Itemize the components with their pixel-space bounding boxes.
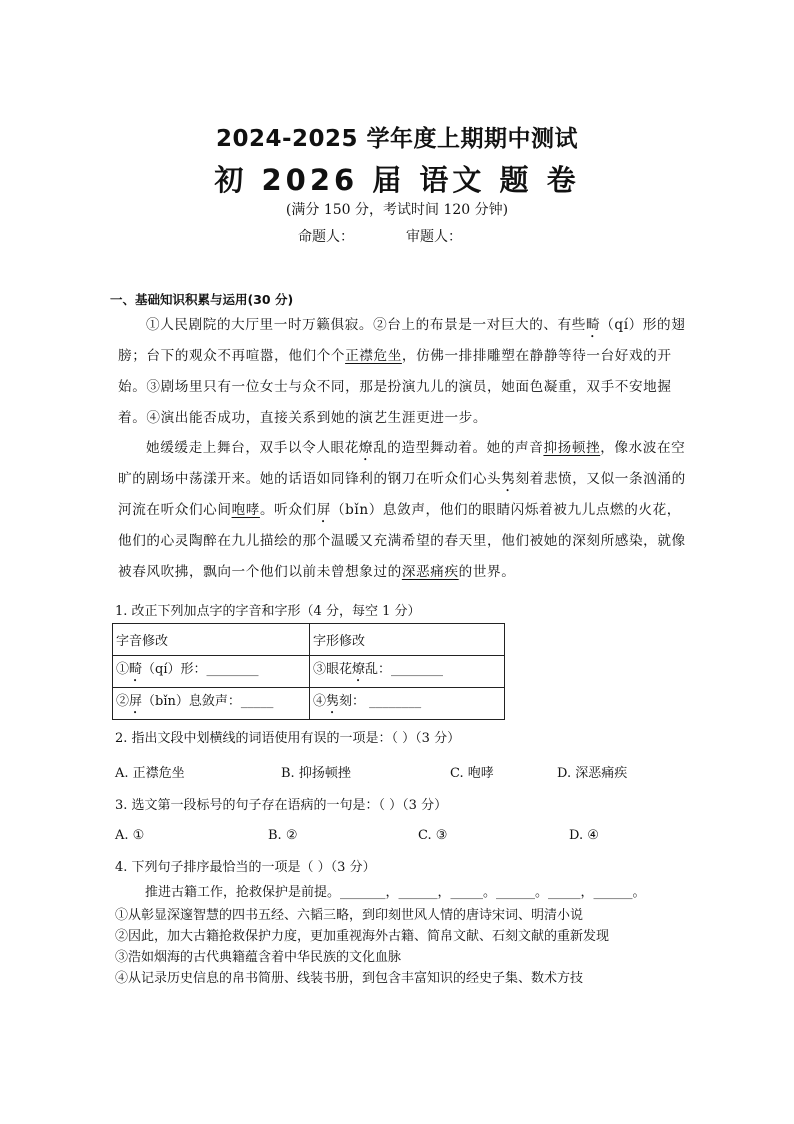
setter-label: 命题人： <box>298 229 354 245</box>
dotted-char: 屏 <box>316 502 331 518</box>
table-cell[interactable]: ①畸（qí）形：________ <box>113 656 310 688</box>
section-heading: 一、基础知识积累与运用(30 分) <box>110 292 294 307</box>
q3-option-d[interactable]: D. ④ <box>569 828 599 843</box>
passage-paragraph-1: ①人民剧院的大厅里一时万籁俱寂。②台上的布景是一对巨大的、有些畸（qí）形的翅膀；台下的观众不再喧嚣，他们个个正襟危坐，仿佛一排排雕塑在静静等待一台好戏的开始。③剧场里只有一位女士与众不同，那是扮演九儿的演员，她面色凝重，双手不安地握着。④演出能否成功，直接关系到她的演艺生涯更进一步。 <box>118 317 686 426</box>
reviewer-label: 审题人： <box>406 229 462 245</box>
dotted-char: 燎 <box>358 440 374 456</box>
table-cell[interactable]: ②屏（bǐn）息敛声：_____ <box>113 688 310 720</box>
list-item: ①从彰显深邃智慧的四书五经、六韬三略，到印刻世风人情的唐诗宋词、明清小说 <box>115 908 584 923</box>
setter-line <box>298 226 462 246</box>
dotted-char: 畸 <box>586 317 601 333</box>
exam-subtitle: (满分 150 分，考试时间 120 分钟) <box>285 202 509 218</box>
question-1-stem: 1. 改正下列加点字的字音和字形（4 分，每空 1 分） <box>115 604 421 619</box>
correction-table <box>112 623 505 720</box>
table-cell[interactable]: ④隽刻： ________ <box>310 688 505 720</box>
q3-option-b[interactable]: B. ② <box>268 828 298 843</box>
underlined-phrase: 抑扬顿挫 <box>543 440 601 456</box>
question-2-stem: 2. 指出文段中划横线的词语使用有误的一项是：（ ）（3 分） <box>115 731 461 746</box>
q2-option-c[interactable]: C. 咆哮 <box>450 766 494 781</box>
q3-option-a[interactable]: A. ① <box>115 828 145 843</box>
q3-option-c[interactable]: C. ③ <box>418 828 448 843</box>
underlined-phrase: 咆哮 <box>231 502 260 518</box>
exam-title-line2: 初 2026 届 语文 题 卷 <box>214 163 580 197</box>
list-item: ④从记录历史信息的帛书简册、线装书册，到包含丰富知识的经史子集、数术方技 <box>115 971 584 986</box>
q2-option-d[interactable]: D. 深恶痛疾 <box>557 766 628 781</box>
underlined-phrase: 正襟危坐 <box>345 348 402 364</box>
question-4-lead: 推进古籍工作，抢救保护是前提。_______，______，_____。______。_____，______。 <box>145 885 646 900</box>
table-header-pronunciation: 字音修改 <box>113 624 310 656</box>
passage-paragraph-2: 她缓缓走上舞台，双手以令人眼花燎乱的造型舞动着。她的声音抑扬顿挫，像水波在空旷的剧场中荡漾开来。她的话语如同锋利的钢刀在听众们心头隽刻着悲愤，又似一条汹涌的河流在听众们心间咆哮。听众们屏（bǐn）息敛声，他们的眼睛闪烁着被九儿点燃的火花，他们的心灵陶醉在九儿描绘的那个温暖又充满希望的春天里，他们被她的深刻所感染，就像被春风吹拂，飘向一个他们以前未曾想象过的深恶痛疾的世界。 <box>118 440 686 580</box>
question-4-stem: 4. 下列句子排序最恰当的一项是（ ）（3 分） <box>115 860 376 875</box>
table-cell[interactable]: ③眼花燎乱：________ <box>310 656 505 688</box>
table-header-form: 字形修改 <box>310 624 505 656</box>
list-item: ②因此，加大古籍抢救保护力度，更加重视海外古籍、简帛文献、石刻文献的重新发现 <box>115 929 610 944</box>
question-3-stem: 3. 选文第一段标号的句子存在语病的一句是：（ ）（3 分） <box>115 798 448 813</box>
list-item: ③浩如烟海的古代典籍蕴含着中华民族的文化血脉 <box>115 950 402 965</box>
q2-option-b[interactable]: B. 抑扬顿挫 <box>281 766 351 781</box>
underlined-phrase: 深恶痛疾 <box>401 564 459 580</box>
exam-title-line1: 2024-2025 学年度上期期中测试 <box>215 126 579 152</box>
dotted-char: 隽 <box>501 471 516 487</box>
q2-option-a[interactable]: A. 正襟危坐 <box>115 766 185 781</box>
